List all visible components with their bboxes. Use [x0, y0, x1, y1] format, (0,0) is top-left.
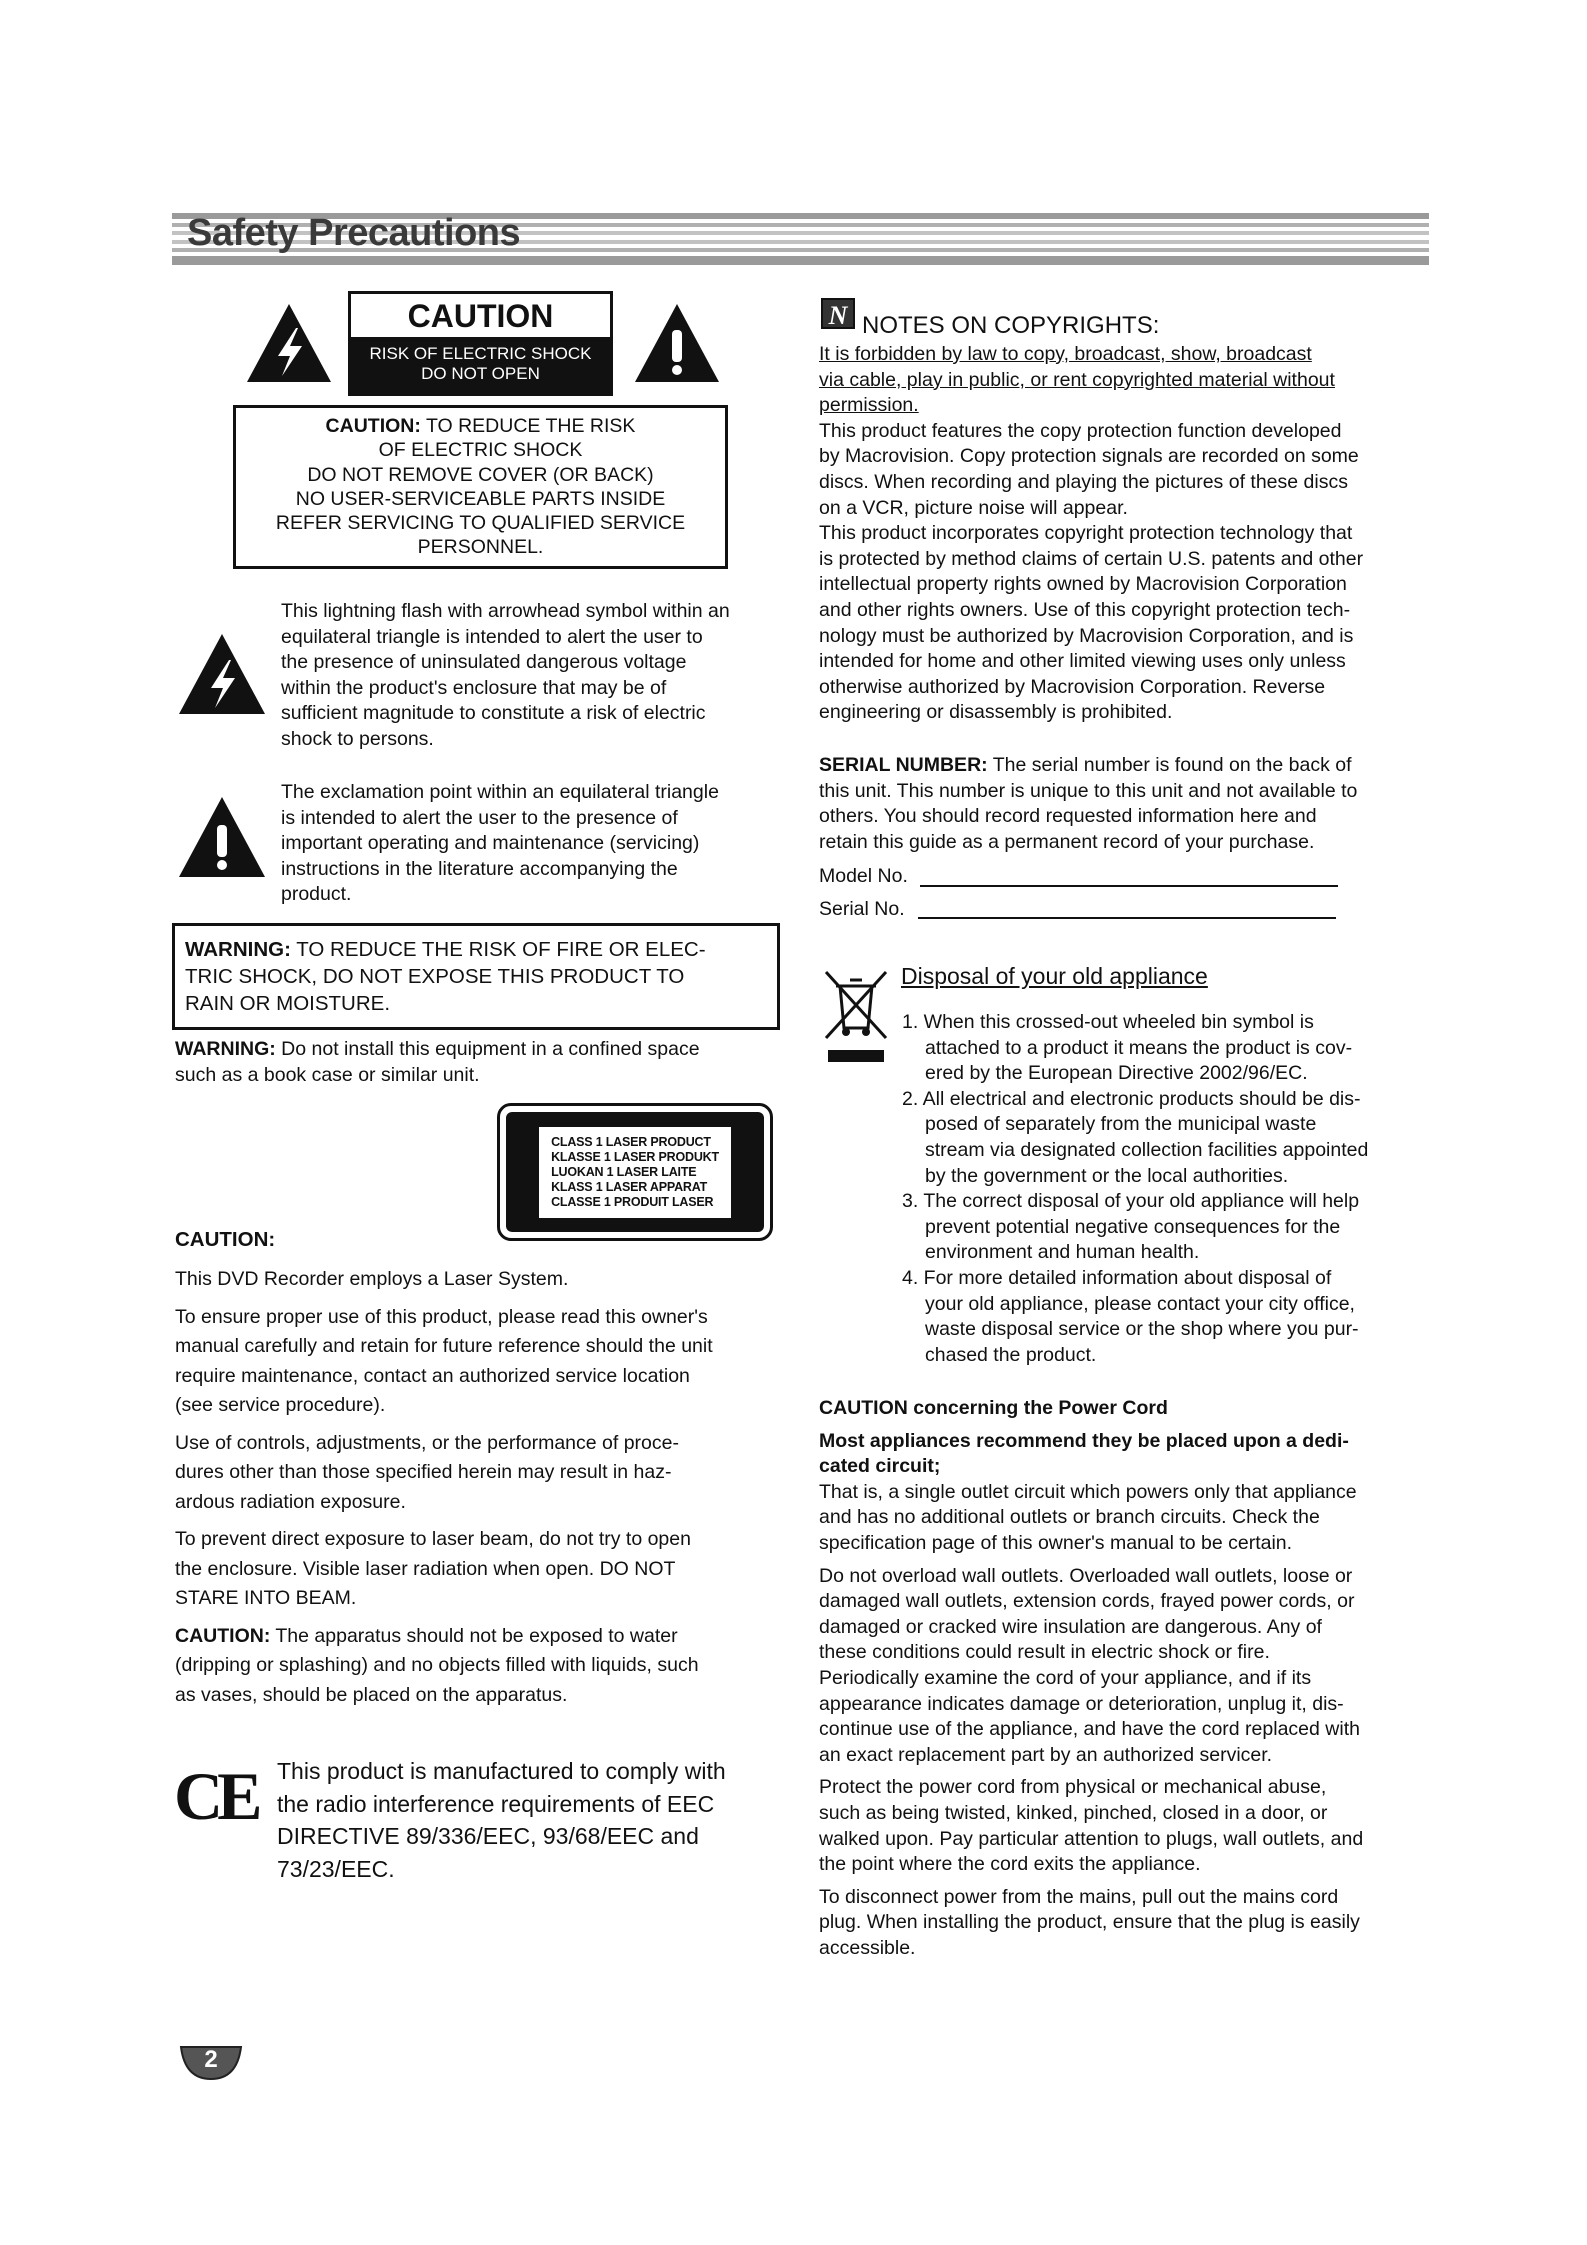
text-line: To prevent direct exposure to laser beam, do not try to open: [175, 1528, 691, 1550]
warning-line: TO REDUCE THE RISK OF FIRE OR ELEC-: [290, 938, 706, 961]
list-item: 2. All electrical and electronic products should be dis-: [902, 1087, 1361, 1110]
laser-label-line: CLASS 1 LASER PRODUCT: [551, 1134, 711, 1149]
text-line: instructions in the literature accompanying the: [281, 857, 678, 880]
text-line: This product incorporates copyright protection technology that: [819, 522, 1353, 545]
exclamation-description: [281, 780, 719, 908]
text-line: To disconnect power from the mains, pull out the mains cord: [819, 1885, 1339, 1908]
page-title: Safety Precautions: [187, 212, 521, 254]
lightning-warning-icon: [244, 300, 334, 386]
text-line: equilateral triangle is intended to alert the user to: [281, 625, 703, 648]
warning-box: [172, 923, 780, 1030]
list-item: your old appliance, please contact your city office,: [925, 1292, 1355, 1315]
text-line: the point where the cord exits the appliance.: [819, 1853, 1201, 1876]
text-line: an exact replacement part by an authorized servicer.: [819, 1743, 1273, 1766]
text-line: This product is manufactured to comply with: [277, 1758, 726, 1784]
text-line: others. You should record requested information here and: [819, 805, 1317, 828]
list-item: posed of separately from the municipal waste: [925, 1113, 1317, 1136]
caution-label: [348, 291, 613, 396]
crossed-out-bin-icon: [820, 966, 892, 1066]
ce-mark-icon: CE: [174, 1758, 257, 1834]
exclamation-symbol-icon: [176, 793, 268, 881]
text-line: This lightning flash with arrowhead symbol within an: [281, 600, 730, 622]
text-line: the presence of uninsulated dangerous voltage: [281, 651, 687, 674]
text-line: engineering or disassembly is prohibited.: [819, 701, 1173, 724]
text-line: such as a book case or similar unit.: [175, 1063, 480, 1086]
caution-box-line: NO USER-SERVICEABLE PARTS INSIDE: [295, 487, 666, 510]
serial-number-section: [819, 753, 1357, 855]
warning-line: TRIC SHOCK, DO NOT EXPOSE THIS PRODUCT TO: [185, 965, 685, 988]
text-line: It is forbidden by law to copy, broadcast, show, broadcast: [819, 343, 1312, 365]
text-line: these conditions could result in electric shock or fire.: [819, 1641, 1270, 1664]
warning-line: RAIN OR MOISTURE.: [185, 992, 391, 1015]
text-line: this unit. This number is unique to this unit and not available to: [819, 779, 1358, 802]
warning-lead: WARNING:: [185, 938, 291, 961]
copyright-text: [819, 342, 1363, 726]
lightning-symbol-icon: [176, 630, 268, 718]
text-line: sufficient magnitude to constitute a risk of electric: [281, 702, 706, 725]
serial-number-label: Serial No.: [819, 898, 905, 920]
laser-label-line: LUOKAN 1 LASER LAITE: [551, 1164, 697, 1179]
list-item: stream via designated collection facilities appointed: [925, 1138, 1369, 1161]
text-line: and other rights owners. Use of this copyright protection tech-: [819, 598, 1351, 621]
laser-label-line: KLASSE 1 LASER PRODUKT: [551, 1149, 719, 1164]
text-line: is protected by method claims of certain U.S. patents and other: [819, 547, 1364, 570]
text-line: shock to persons.: [281, 727, 434, 750]
text-line: permission.: [819, 394, 919, 417]
text-line: (see service procedure).: [175, 1394, 386, 1416]
caution-box-line: TO REDUCE THE RISK: [420, 415, 636, 437]
caution-box-line: REFER SERVICING TO QUALIFIED SERVICE: [275, 512, 686, 535]
text-line: ardous radiation exposure.: [175, 1490, 406, 1513]
text-line: continue use of the appliance, and have the cord replaced with: [819, 1718, 1360, 1741]
text-line: plug. When installing the product, ensure that the plug is easily: [819, 1911, 1360, 1934]
text-line: within the product's enclosure that may be of: [281, 676, 667, 699]
text-line: otherwise authorized by Macrovision Corporation. Reverse: [819, 675, 1326, 698]
text-line: Periodically examine the cord of your appliance, and if its: [819, 1666, 1312, 1689]
caution-box-line: OF ELECTRIC SHOCK: [378, 439, 583, 462]
list-item: attached to a product it means the product is cov-: [925, 1036, 1353, 1059]
text-line: is intended to alert the user to the presence of: [281, 806, 678, 829]
model-number-field[interactable]: [920, 885, 1338, 887]
list-item: environment and human health.: [925, 1241, 1200, 1264]
disposal-heading: Disposal of your old appliance: [901, 963, 1208, 989]
text-line: damaged wall outlets, extension cords, frayed power cords, or: [819, 1590, 1355, 1613]
text-line: intellectual property rights owned by Macrovision Corporation: [819, 573, 1347, 596]
text-line: nology must be authorized by Macrovision Corporation, and is: [819, 624, 1354, 647]
list-item: 3. The correct disposal of your old appliance will help: [902, 1190, 1360, 1213]
ce-compliance-text: [277, 1755, 726, 1885]
notes-icon: N: [821, 298, 855, 329]
text-line: manual carefully and retain for future reference should the unit: [175, 1335, 713, 1357]
list-item: chased the product.: [925, 1343, 1097, 1366]
caution-label-risk: [351, 337, 610, 393]
caution-label-line1: RISK OF ELECTRIC SHOCK: [369, 344, 592, 363]
text-line: This DVD Recorder employs a Laser System.: [175, 1268, 569, 1290]
text-line: product.: [281, 883, 352, 906]
text-line: STARE INTO BEAM.: [175, 1587, 357, 1609]
list-item: ered by the European Directive 2002/96/EC.: [925, 1062, 1308, 1085]
text-line: The exclamation point within an equilateral triangle: [281, 781, 719, 803]
copyright-heading: NOTES ON COPYRIGHTS:: [862, 312, 1160, 339]
caution-box-line: PERSONNEL.: [417, 536, 544, 559]
serial-lead: SERIAL NUMBER:: [819, 754, 988, 776]
warning-lead: WARNING:: [175, 1038, 276, 1060]
text-line: To ensure proper use of this product, please read this owner's: [175, 1305, 708, 1328]
text-line: important operating and maintenance (servicing): [281, 832, 700, 855]
laser-label-line: CLASSE 1 PRODUIT LASER: [551, 1194, 714, 1209]
list-item: 4. For more detailed information about disposal of: [902, 1266, 1332, 1289]
text-line: (dripping or splashing) and no objects filled with liquids, such: [175, 1654, 699, 1676]
disposal-list: [902, 1010, 1368, 1368]
list-item: prevent potential negative consequences for the: [925, 1215, 1341, 1238]
text-line: damaged or cracked wire insulation are dangerous. Any of: [819, 1615, 1322, 1638]
list-item: 1. When this crossed-out wheeled bin symbol is: [902, 1011, 1314, 1033]
text-line: accessible.: [819, 1936, 916, 1959]
model-number-label: Model No.: [819, 865, 908, 887]
caution-label-line2: DO NOT OPEN: [421, 364, 540, 383]
caution-label-title: CAUTION: [407, 298, 554, 334]
exclamation-warning-icon: [632, 300, 722, 386]
text-line: appearance indicates damage or deterioration, unplug it, dis-: [819, 1692, 1344, 1715]
text-line: The apparatus should not be exposed to water: [270, 1624, 678, 1647]
caution-box-line: DO NOT REMOVE COVER (OR BACK): [307, 463, 654, 486]
serial-number-field[interactable]: [918, 917, 1336, 919]
text-line: retain this guide as a permanent record of your purchase.: [819, 830, 1315, 853]
power-subheading: Most appliances recommend they be placed upon a dedi-: [819, 1429, 1349, 1452]
text-line: require maintenance, contact an authorized service location: [175, 1364, 690, 1387]
text-line: as vases, should be placed on the apparatus.: [175, 1683, 568, 1706]
text-line: intended for home and other limited viewing uses only unless: [819, 650, 1346, 673]
text-line: on a VCR, picture noise will appear.: [819, 496, 1128, 519]
caution-box: [233, 405, 728, 569]
power-subheading: cated circuit;: [819, 1455, 941, 1478]
list-item: waste disposal service or the shop where you pur-: [925, 1318, 1359, 1341]
text-line: by Macrovision. Copy protection signals are recorded on some: [819, 445, 1359, 468]
text-line: The serial number is found on the back of: [987, 754, 1352, 776]
text-line: Do not overload wall outlets. Overloaded wall outlets, loose or: [819, 1564, 1353, 1587]
text-line: That is, a single outlet circuit which powers only that appliance: [819, 1480, 1357, 1503]
laser-label-line: KLASS 1 LASER APPARAT: [551, 1179, 708, 1194]
text-line: the radio interference requirements of EEC: [277, 1790, 715, 1817]
text-line: such as being twisted, kinked, pinched, closed in a door, or: [819, 1801, 1328, 1824]
text-line: discs. When recording and playing the pictures of these discs: [819, 470, 1348, 493]
list-item: by the government or the local authorities.: [925, 1164, 1289, 1187]
text-line: DIRECTIVE 89/336/EEC, 93/68/EEC and: [277, 1823, 699, 1849]
text-line: This product features the copy protection function developed: [819, 419, 1342, 442]
text-line: 73/23/EEC.: [277, 1855, 395, 1882]
text-line: dures other than those specified herein may result in haz-: [175, 1461, 672, 1483]
lightning-description: [281, 599, 730, 753]
power-cord-heading: CAUTION concerning the Power Cord: [819, 1397, 1168, 1419]
caution-box-lead: CAUTION:: [325, 415, 421, 437]
text-line: walked upon. Pay particular attention to plugs, wall outlets, and: [819, 1827, 1364, 1850]
power-cord-section: [819, 1396, 1363, 1961]
text-line: via cable, play in public, or rent copyrighted material without: [819, 368, 1335, 391]
text-line: Do not install this equipment in a confined space: [275, 1038, 700, 1060]
text-line: Use of controls, adjustments, or the performance of proce-: [175, 1431, 679, 1454]
confined-space-warning: [175, 1037, 700, 1088]
text-line: the enclosure. Visible laser radiation when open. DO NOT: [175, 1557, 676, 1580]
page-number: 2: [204, 2046, 218, 2073]
caution-heading: CAUTION:: [175, 1228, 276, 1251]
text-line: Protect the power cord from physical or mechanical abuse,: [819, 1776, 1327, 1799]
laser-class-label: [497, 1103, 773, 1241]
text-line: specification page of this owner's manual to be certain.: [819, 1531, 1293, 1554]
text-line: and has no additional outlets or branch circuits. Check the: [819, 1506, 1320, 1529]
laser-caution-text: [175, 1265, 785, 1710]
caution-lead: CAUTION:: [175, 1624, 271, 1647]
